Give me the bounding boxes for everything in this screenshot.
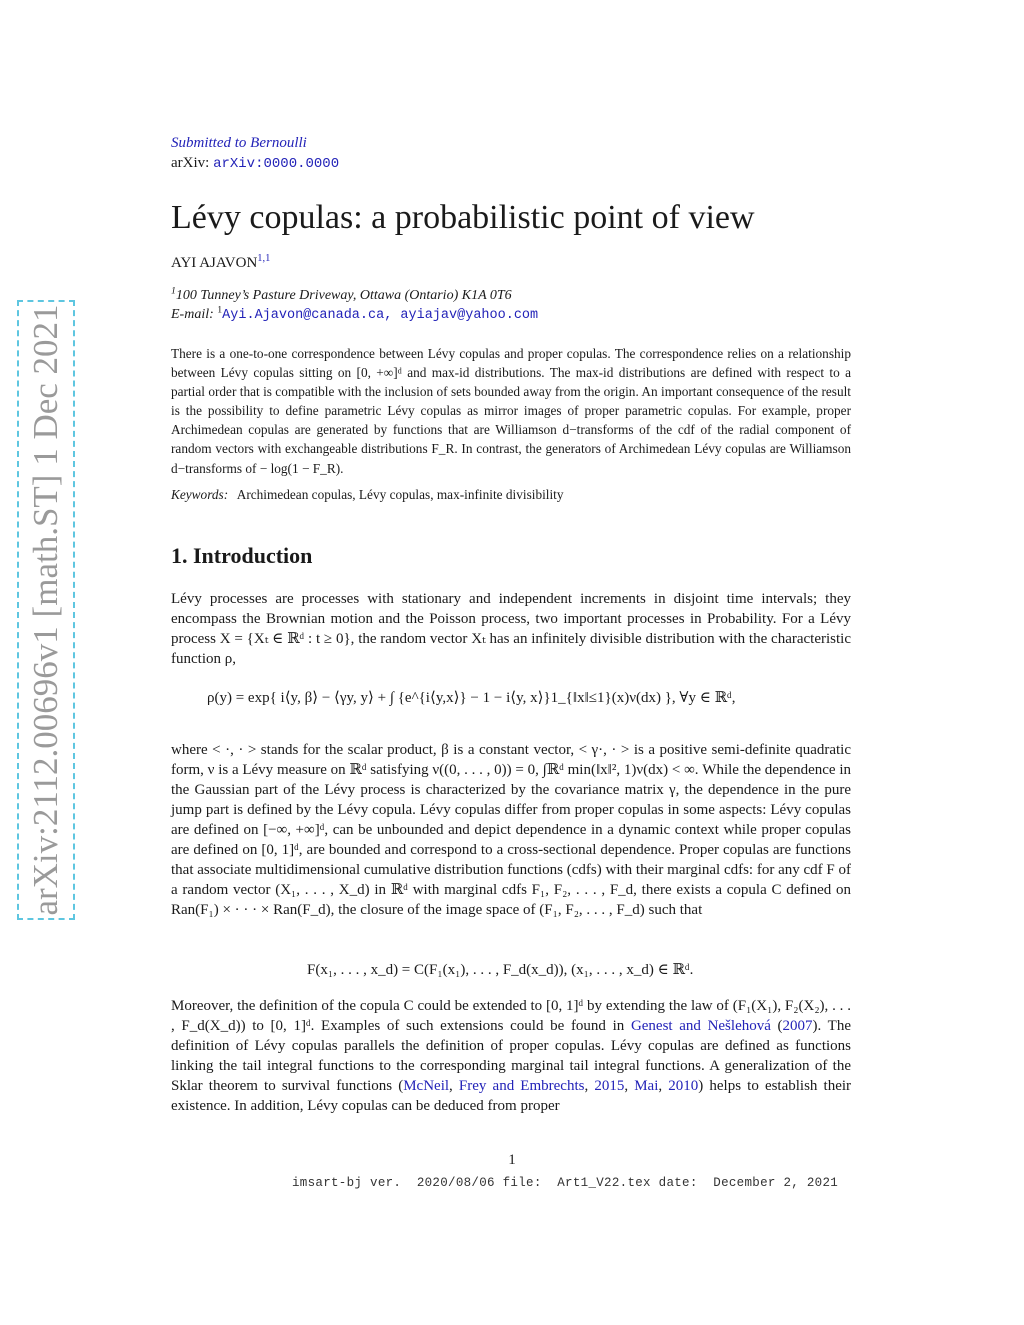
journal-header [171,133,339,174]
author-name: AYI AJAVON [171,255,258,271]
author-sup[interactable]: 1,1 [257,253,271,264]
submitted-link[interactable]: Submitted to Bernoulli [171,135,307,151]
cite-genest-neslehova[interactable]: Genest and Nešlehová [630,1018,771,1034]
arxiv-stamp-text: arXiv:2112.00696v1 [math.ST] 1 Dec 2021 [26,304,65,916]
email-label: E-mail: [171,307,214,322]
email-links[interactable]: Ayi.Ajavon@canada.ca, ayiajav@yahoo.com [222,308,539,323]
section-number: 1. [171,543,188,568]
affiliation [171,286,538,325]
intro-p3-part-c: ) helps to establish their existence. In addition, Lévy copulas can be deduced from proper [171,1078,852,1114]
intro-paragraph-3: Moreover, the definition of the copula C could be extended to [0, 1]ᵈ by extending the law of (F₁(X₁), F₂(X₂), . . . , F_d(X_d)) to [0, 1]ᵈ. Examples of such extensions could be found in Genest and Nešlehová (2007). The definition of Lévy copulas parallels the definition of proper copulas. Lévy copulas are defined as functions linking the tail integral functions to the corresponding marginal tail integral functions. A generalization of the Sklar theorem to survival functions (McNeil, Frey and Embrechts, 2015, Mai, 2010) helps to establish their existence. In addition, Lévy copulas can be deduced from proper [171,998,852,1114]
section-heading [171,543,312,569]
cite-mcneil-year[interactable]: 2015 [594,1078,625,1094]
author-line [171,255,270,272]
equation-sklar: F(x₁, . . . , x_d) = C(F₁(x₁), . . . , F_d(x_d)), (x₁, . . . , x_d) ∈ ℝᵈ. [307,962,694,978]
cite-genest-year[interactable]: 2007 [782,1018,813,1034]
intro-paragraph-1: Lévy processes are processes with stationary and independent increments in disjoint time intervals; they encompass the Brownian motion and the Poisson process, two important processes in Probability. For a Lévy process X = {Xₜ ∈ ℝᵈ : t ≥ 0}, the random vector Xₜ has an infinitely divisible distribution with the characteristic function ρ, [171,591,851,667]
abstract: There is a one-to-one correspondence between Lévy copulas and proper copulas. The correspondence relies on a relationship between Lévy copulas sitting on [0, +∞]ᵈ and max-id distributions. The max-id distributions are defined with respect to a partial order that is compatible with the inclusion of sets bounded away from the origin. An important consequence of the result is the possibility to define parametric Lévy copulas as mirror images of proper parametric copulas. For example, proper Archimedean copulas are generated by functions that are Williamson d−transforms of the cdf of the radial component of random vectors with exchangeable distributions F_R. In contrast, the generators of Archimedean Lévy copulas are Williamson d−transforms of − log(1 − F_R). [171,346,851,476]
intro-paragraph-2: where < ·, · > stands for the scalar product, β is a constant vector, < γ·, · > is a positive semi-definite quadratic form, ν is a Lévy measure on ℝᵈ satisfying ν((0, . . . , 0)) = 0, ∫ℝᵈ min(‖x‖², 1)ν(dx) < ∞. While the dependence in the Gaussian part of the Lévy process is characterized by the covariance matrix γ, the dependence in the pure jump part is defined by the Lévy copula. Lévy copulas differ from proper copulas in some aspects: Lévy copulas are defined on [−∞, +∞]ᵈ, can be unbounded and depict dependence in a dynamic context while proper copulas are defined on [0, 1]ᵈ, are bounded and correspond to a cross-sectional dependence. Proper copulas are functions that associate multidimensional cumulative distribution functions (cdfs) with their marginal cdfs: for any cdf F of a random vector (X₁, . . . , X_d) in ℝᵈ with marginal cdfs F₁, F₂, . . . , F_d, there exists a copula C defined on Ran(F₁) × · · · × Ran(F_d), the closure of the image space of (F₁, F₂, . . . , F_d) such that [171,742,851,918]
affil-address: 100 Tunney’s Pasture Driveway, Ottawa (Ontario) K1A 0T6 [175,288,512,303]
intro-p3-part-a: Moreover, the definition of the copula C could be extended to [0, 1]ᵈ by extending the law of (F₁(X₁), F₂(X₂), . . . , F_d(X_d)) to [0, 1]ᵈ. Examples of such extensions could be found in [171,998,851,1034]
cite-frey-embrechts[interactable]: Frey and Embrechts [458,1078,585,1094]
section-title: Introduction [193,543,313,568]
arxiv-label: arXiv: [171,155,210,171]
page-footer: imsart-bj ver. 2020/08/06 file: Art1_V22.tex date: December 2, 2021 [292,1176,839,1190]
affil-sup: 1 [171,285,176,297]
intro-p3-part-b: ). The definition of Lévy copulas parallels the definition of proper copulas. Lévy copulas are defined as functions linking the tail integral functions to the corresponding marginal tail integral functions. A generalization of the Sklar theorem to survival functions ( [171,1018,852,1094]
page-number: 1 [508,1152,516,1168]
keywords [171,487,564,503]
cite-mai[interactable]: Mai [634,1078,659,1094]
cite-mcneil[interactable]: McNeil [403,1078,450,1094]
keywords-label: Keywords: [171,487,229,502]
equation-characteristic: ρ(y) = exp{ i⟨y, β⟩ − ⟨γy, y⟩ + ∫ {e^{i⟨y,x⟩} − 1 − i⟨y, x⟩}1_{‖x‖≤1}(x)ν(dx) }, ∀y ∈ ℝᵈ, [207,690,736,706]
arxiv-side-stamp [17,300,75,920]
paper-title: Lévy copulas: a probabilistic point of view [171,199,755,236]
cite-mai-year[interactable]: 2010 [668,1078,699,1094]
email-sup: 1 [217,304,223,316]
keywords-text: Archimedean copulas, Lévy copulas, max-infinite divisibility [236,487,564,502]
arxiv-id-link[interactable]: arXiv:0000.0000 [213,156,340,172]
